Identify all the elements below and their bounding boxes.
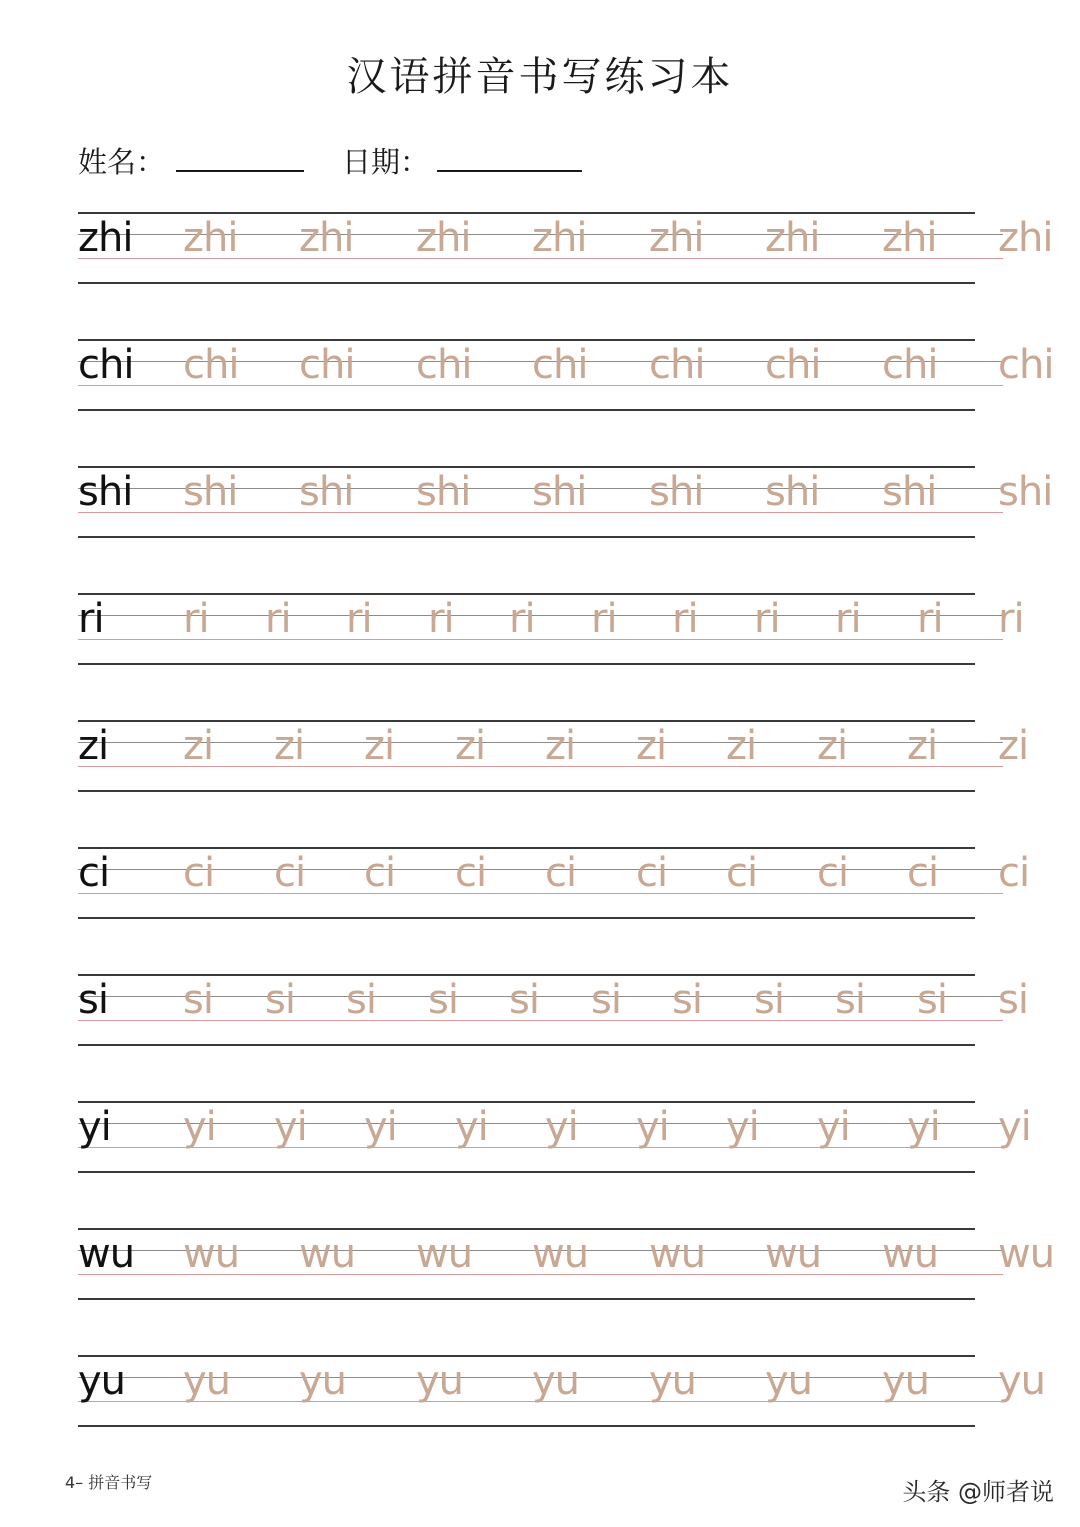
trace-syllable: zhi [998,215,1053,261]
ruling-line-top [78,1355,975,1357]
ruling-line-base [78,639,1003,640]
trace-syllable: zi [726,723,757,769]
trace-syllable: chi [649,342,705,388]
date-label: 日期： [342,145,430,179]
trace-syllable: si [672,977,702,1023]
trace-syllable: zhi [649,215,704,261]
sample-syllable: wu [78,1231,135,1277]
name-blank-line[interactable] [176,170,304,172]
trace-syllable: ri [835,596,861,642]
trace-syllable: zi [274,723,305,769]
practice-row-zi [78,720,1029,792]
trace-syllable: shi [765,469,820,515]
sample-syllable: yu [78,1358,126,1404]
trace-syllable: ci [636,850,668,896]
ruling-line-top [78,212,975,214]
trace-syllable: yi [817,1104,850,1150]
trace-syllable: wu [649,1231,706,1277]
trace-syllable: yu [649,1358,697,1404]
trace-syllable: zhi [882,215,937,261]
trace-syllable: ci [545,850,577,896]
practice-row-ci [78,847,1030,919]
trace-syllable: zhi [532,215,587,261]
trace-syllable: ri [509,596,535,642]
trace-syllable: si [998,977,1028,1023]
trace-syllable: ri [265,596,291,642]
sample-syllable: chi [78,342,134,388]
trace-syllable: yi [998,1104,1031,1150]
trace-syllable: yi [545,1104,578,1150]
practice-row-ri [78,593,1024,665]
watermark: 头条 @师者说 [902,1478,1054,1506]
trace-syllable: shi [299,469,354,515]
ruling-line-top [78,1228,975,1230]
trace-syllable: ci [817,850,849,896]
ruling-line-base [78,1147,1003,1148]
trace-syllable: wu [532,1231,589,1277]
ruling-line-mid [78,742,1003,743]
trace-syllable: zi [455,723,486,769]
ruling-line-bottom [78,409,975,411]
ruling-line-bottom [78,790,975,792]
trace-syllable: ri [428,596,454,642]
ruling-line-top [78,593,975,595]
sample-syllable: shi [78,469,133,515]
trace-syllable: chi [882,342,938,388]
trace-syllable: si [835,977,865,1023]
name-field [78,140,318,180]
trace-syllable: chi [183,342,239,388]
trace-syllable: wu [765,1231,822,1277]
trace-syllable: ri [183,596,209,642]
practice-row-yu [78,1355,1046,1427]
ruling-line-bottom [78,1298,975,1300]
trace-syllable: yu [532,1358,580,1404]
trace-syllable: shi [882,469,937,515]
trace-syllable: shi [416,469,471,515]
ruling-line-top [78,339,975,341]
trace-syllable: zi [907,723,938,769]
trace-syllable: ci [998,850,1030,896]
practice-row-si [78,974,1028,1046]
practice-row-shi [78,466,1053,538]
trace-syllable: zhi [299,215,354,261]
trace-syllable: ci [274,850,306,896]
sample-syllable: si [78,977,108,1023]
trace-syllable: zi [998,723,1029,769]
ruling-line-top [78,1101,975,1103]
trace-syllable: shi [649,469,704,515]
trace-syllable: ri [998,596,1024,642]
trace-syllable: shi [183,469,238,515]
name-label: 姓名： [78,145,166,179]
trace-syllable: zi [545,723,576,769]
ruling-line-bottom [78,1171,975,1173]
trace-syllable: chi [532,342,588,388]
practice-row-zhi [78,212,1053,284]
trace-syllable: chi [998,342,1054,388]
ruling-line-bottom [78,536,975,538]
trace-syllable: si [917,977,947,1023]
trace-syllable: wu [416,1231,473,1277]
ruling-line-top [78,847,975,849]
sample-syllable: zhi [78,215,133,261]
trace-syllable: yu [416,1358,464,1404]
trace-syllable: ci [455,850,487,896]
ruling-line-bottom [78,282,975,284]
page-title: 汉语拼音书写练习本 [346,54,734,100]
trace-syllable: si [183,977,213,1023]
trace-syllable: ci [183,850,215,896]
trace-syllable: ri [346,596,372,642]
ruling-line-base [78,893,1003,894]
trace-syllable: si [428,977,458,1023]
ruling-line-mid [78,869,1003,870]
sample-syllable: ci [78,850,110,896]
sample-syllable: zi [78,723,109,769]
trace-syllable: yu [299,1358,347,1404]
trace-syllable: chi [299,342,355,388]
trace-syllable: shi [532,469,587,515]
trace-syllable: si [346,977,376,1023]
trace-syllable: ci [907,850,939,896]
ruling-line-mid [78,1123,1003,1124]
ruling-line-bottom [78,663,975,665]
trace-syllable: wu [882,1231,939,1277]
trace-syllable: chi [416,342,472,388]
trace-syllable: zi [817,723,848,769]
trace-syllable: wu [998,1231,1055,1277]
trace-syllable: wu [299,1231,356,1277]
trace-syllable: si [265,977,295,1023]
trace-syllable: yi [636,1104,669,1150]
trace-syllable: zhi [183,215,238,261]
trace-syllable: yu [998,1358,1046,1404]
practice-row-chi [78,339,1054,411]
trace-syllable: ri [591,596,617,642]
date-field [342,140,602,180]
trace-syllable: si [509,977,539,1023]
trace-syllable: yi [364,1104,397,1150]
trace-syllable: ri [754,596,780,642]
ruling-line-base [78,766,1003,767]
trace-syllable: yu [882,1358,930,1404]
sample-syllable: yi [78,1104,111,1150]
date-blank-line[interactable] [437,170,582,172]
trace-syllable: zi [364,723,395,769]
trace-syllable: ci [364,850,396,896]
trace-syllable: zhi [416,215,471,261]
trace-syllable: zhi [765,215,820,261]
ruling-line-top [78,974,975,976]
ruling-line-bottom [78,1044,975,1046]
trace-syllable: yu [183,1358,231,1404]
trace-syllable: si [591,977,621,1023]
trace-syllable: zi [636,723,667,769]
practice-row-wu [78,1228,1055,1300]
trace-syllable: yi [726,1104,759,1150]
ruling-line-top [78,466,975,468]
ruling-line-bottom [78,917,975,919]
trace-syllable: wu [183,1231,240,1277]
page-number-label: 4– 拼音书写 [65,1473,153,1492]
trace-syllable: shi [998,469,1053,515]
practice-row-yi [78,1101,1031,1173]
sample-syllable: ri [78,596,104,642]
ruling-line-top [78,720,975,722]
trace-syllable: yi [183,1104,216,1150]
trace-syllable: ri [917,596,943,642]
trace-syllable: yi [274,1104,307,1150]
trace-syllable: ri [672,596,698,642]
ruling-line-mid [78,615,1003,616]
trace-syllable: yi [907,1104,940,1150]
trace-syllable: yi [455,1104,488,1150]
trace-syllable: chi [765,342,821,388]
trace-syllable: zi [183,723,214,769]
ruling-line-bottom [78,1425,975,1427]
trace-syllable: ci [726,850,758,896]
trace-syllable: yu [765,1358,813,1404]
trace-syllable: si [754,977,784,1023]
